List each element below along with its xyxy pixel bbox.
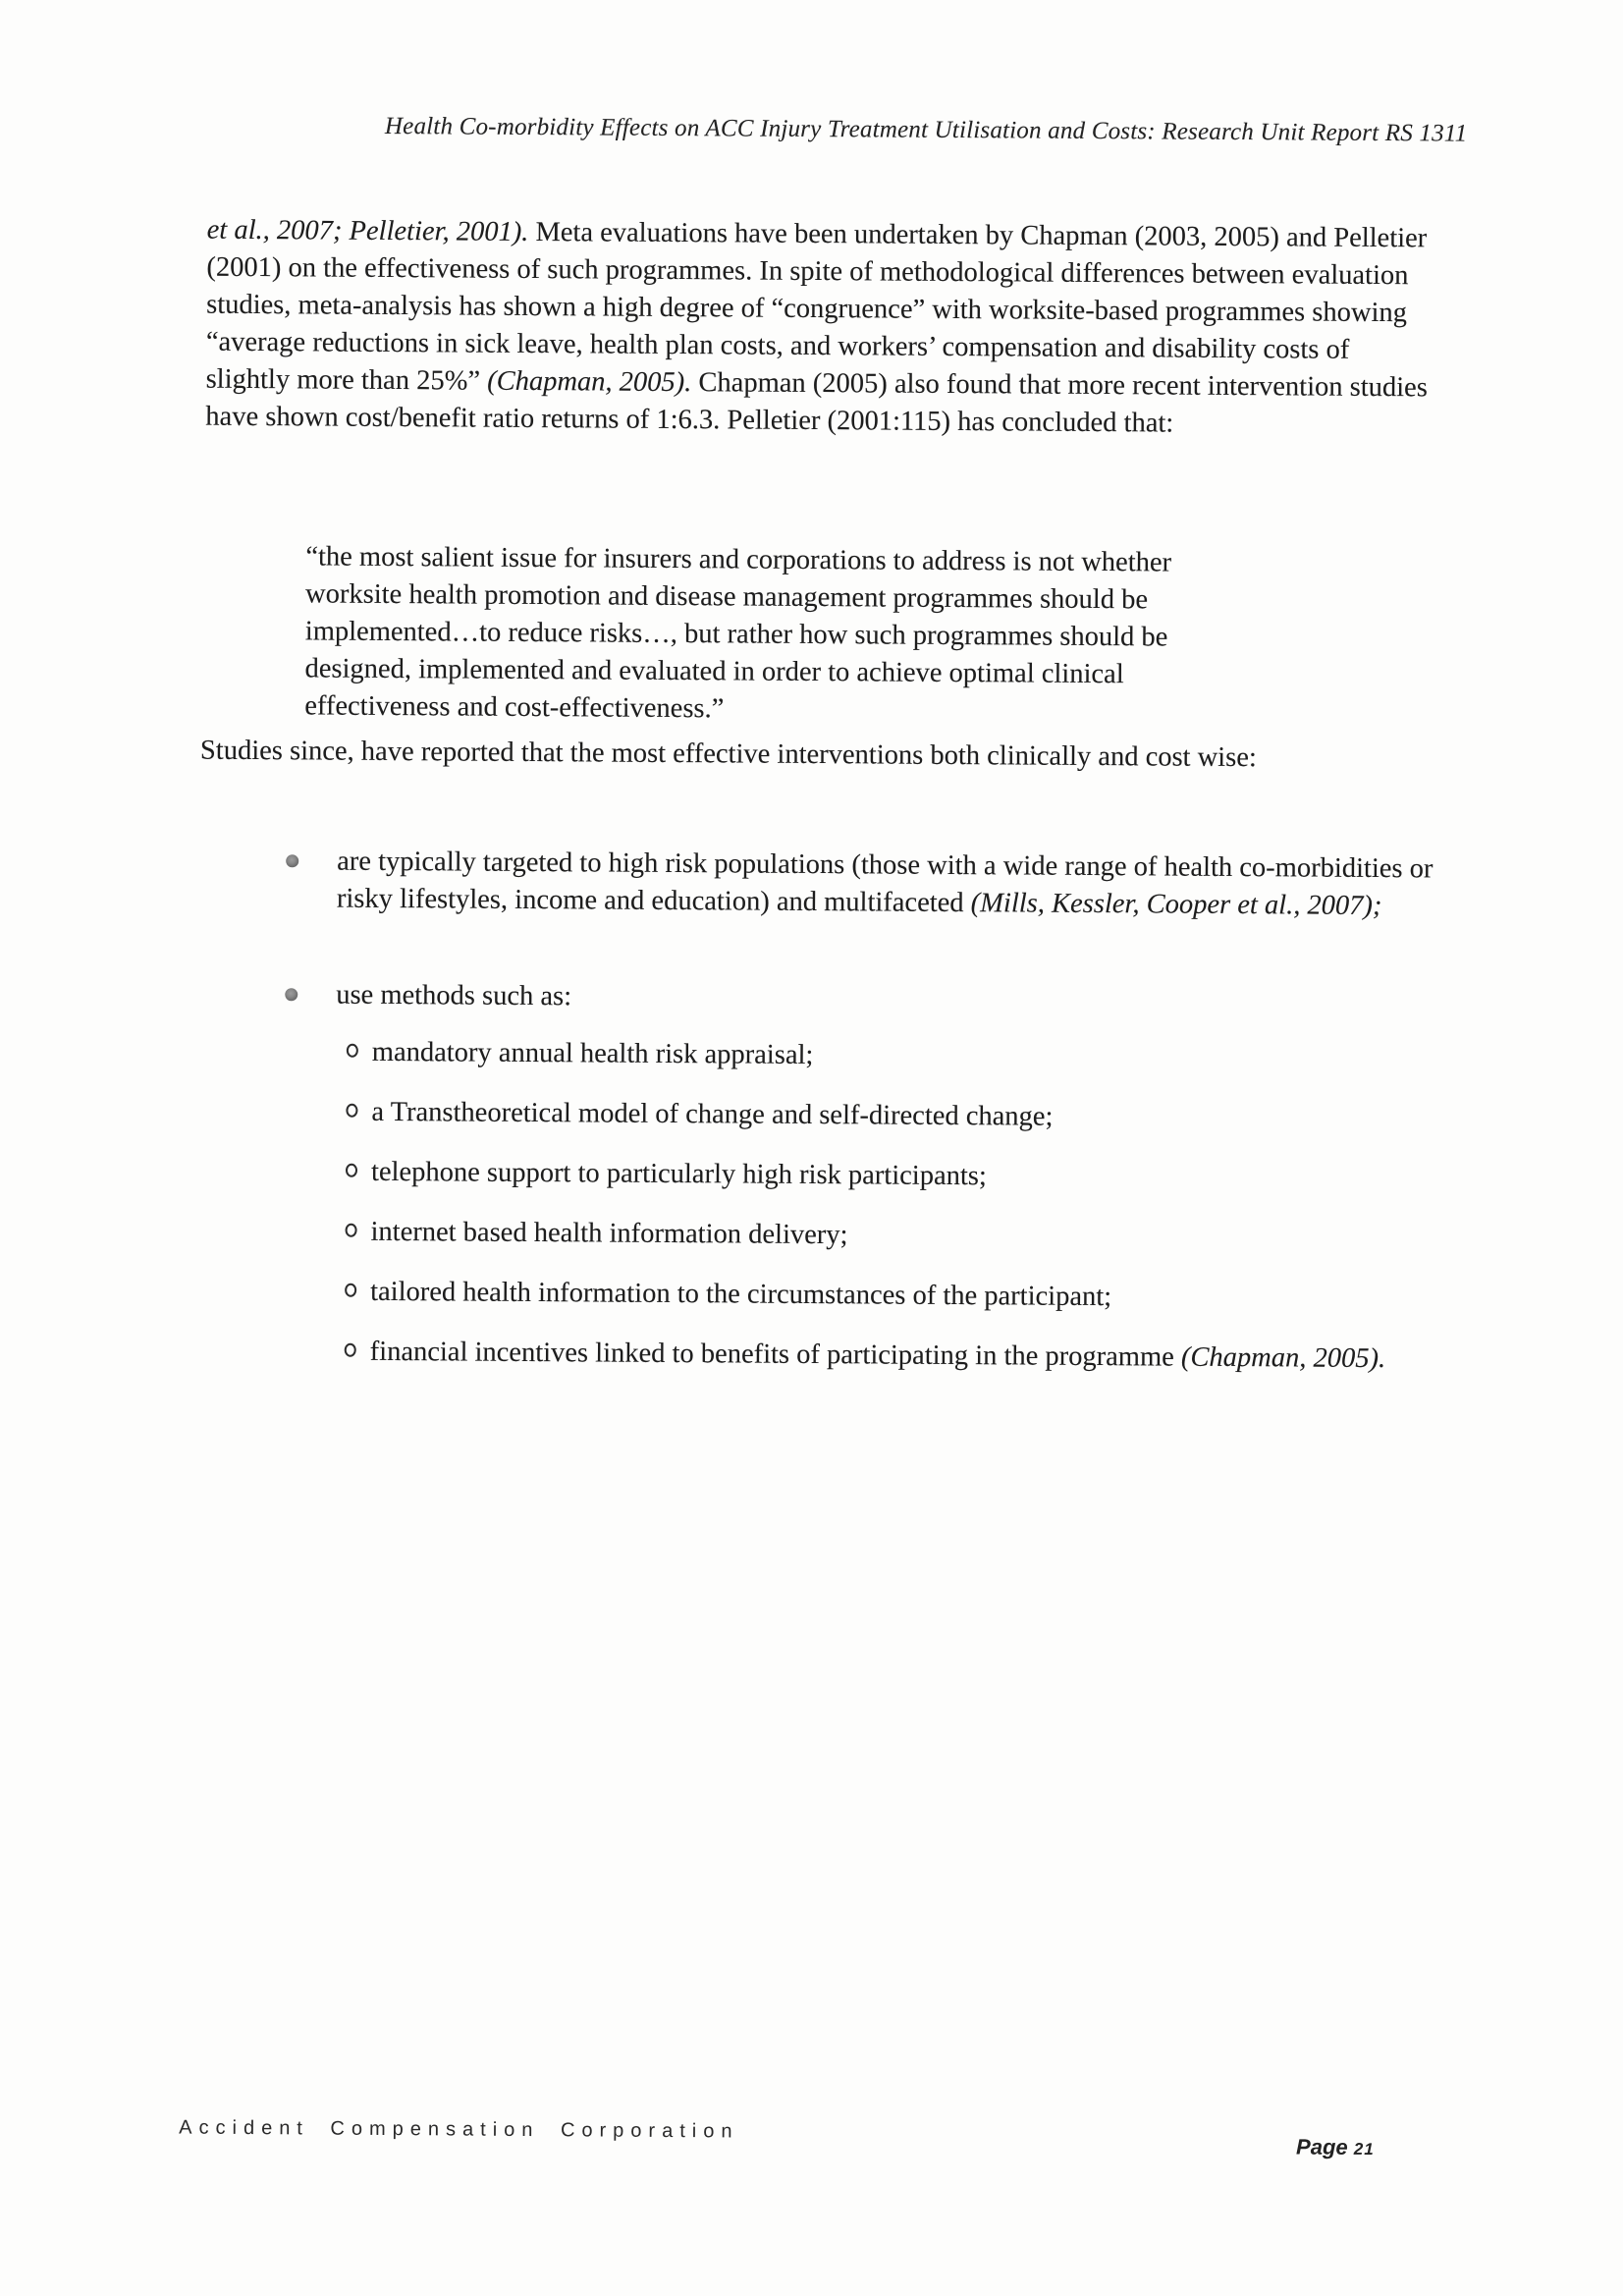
circle-bullet-icon: [347, 1034, 372, 1071]
citation: (Chapman, 2005).: [1180, 1341, 1386, 1375]
circle-bullet-icon: [345, 1334, 370, 1371]
citation-lead: et al., 2007; Pelletier, 2001).: [206, 214, 529, 247]
circle-bullet-icon: [345, 1214, 370, 1251]
page-number: 21: [1353, 2139, 1375, 2159]
page-label: Page: [1296, 2134, 1348, 2159]
citation: (Mills, Kessler, Cooper et al., 2007);: [970, 888, 1382, 922]
bullet-text: [336, 977, 1443, 1022]
sub-bullet-text: a Transtheoretical model of change and self-directed change;: [371, 1096, 1054, 1132]
body-paragraph: [205, 212, 1434, 445]
sub-bullet-list: [345, 1034, 1451, 1379]
bullet-dot-icon: [286, 843, 338, 917]
paragraph-text: Chapman (2005) also found that more recent intervention studies have shown cost/benefit ratio returns of 1:6.3. Pelletier (2001:115) has concluded that:: [205, 367, 1428, 439]
circle-bullet-icon: [345, 1274, 370, 1311]
bullet-dot-icon: [285, 976, 336, 1013]
block-quote: “the most salient issue for insurers and corporations to address is not whether worksite health promotion and disease management programmes should be implemented…to reduce risks…, but rather how such programmes should be designed, implemented and evaluated in order to achieve optimal clinical effectiveness and cost-effectiveness.”: [304, 541, 1172, 725]
sub-bullet-text-run: financial incentives linked to benefits of participating in the programme: [369, 1336, 1182, 1373]
footer-organisation: Accident Compensation Corporation: [179, 2116, 739, 2143]
sub-bullet-text: [370, 1334, 1449, 1379]
footer-page-indicator: [1296, 2134, 1375, 2160]
sub-bullet-item: [345, 1274, 1449, 1319]
sub-bullet-item: [346, 1094, 1450, 1139]
circle-bullet-icon: [346, 1154, 371, 1191]
bullet-text-run: use methods such as:: [336, 979, 572, 1012]
studies-intro: Studies since, have reported that the most effective interventions both clinically and cost wise:: [199, 735, 1257, 774]
bullet-item: [286, 843, 1445, 925]
sub-bullet-item: [345, 1214, 1449, 1259]
bullet-text-run: are typically targeted to high risk populations (those with a wide range of health co-morbidities or risky lifestyles, income and education) and multifaceted: [336, 846, 1434, 919]
sub-bullet-text: mandatory annual health risk appraisal;: [371, 1036, 814, 1071]
bullet-text: [337, 844, 1445, 926]
citation-mid: (Chapman, 2005).: [487, 365, 692, 399]
bullet-item: [285, 976, 1443, 1021]
running-header: Health Co-morbidity Effects on ACC Injury Treatment Utilisation and Costs: Research Unit Report RS 1311: [384, 112, 1468, 147]
sub-bullet-text: internet based health information delivery;: [370, 1216, 848, 1251]
sub-bullet-item: [346, 1154, 1450, 1199]
paragraph-text: Meta evaluations have been undertaken by Chapman (2003, 2005) and Pelletier (2001) on the effectiveness of such programmes. In spite of methodological differences between evaluation studies, meta-analysis has shown a high degree of “congruence” with worksite-based programmes showing “average reductions in sick leave, health plan costs, and workers’ compensation and disability costs of slightly more than 25%”: [205, 216, 1428, 397]
sub-bullet-text: telephone support to particularly high risk participants;: [370, 1156, 987, 1192]
circle-bullet-icon: [346, 1094, 371, 1131]
sub-bullet-text: tailored health information to the circumstances of the participant;: [370, 1276, 1112, 1313]
sub-bullet-item: [345, 1334, 1449, 1379]
sub-bullet-item: [347, 1034, 1451, 1079]
